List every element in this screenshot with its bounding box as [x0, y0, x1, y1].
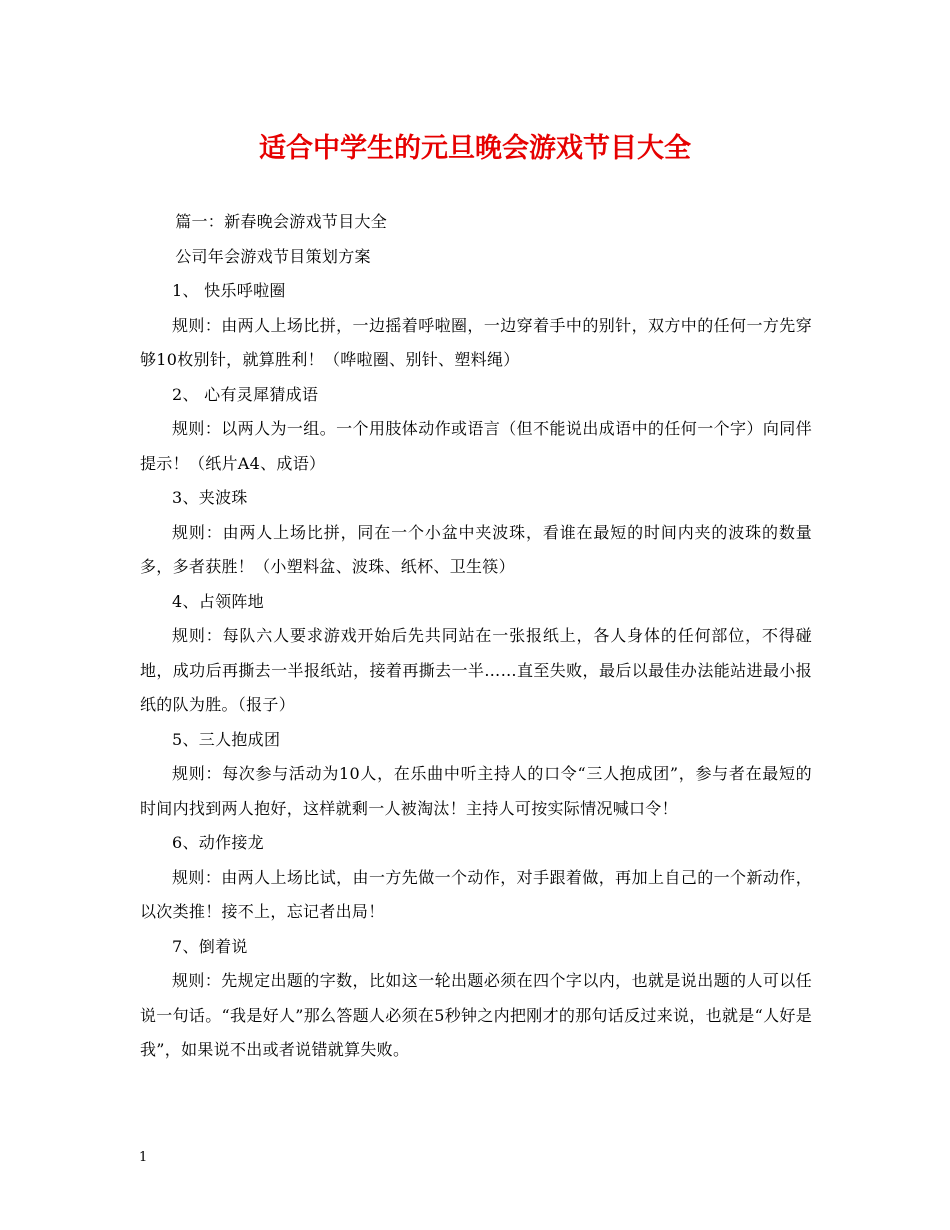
game-6-heading: 6、动作接龙 [172, 833, 264, 852]
game-7-rules: 规则：先规定出题的字数，比如这一轮出题必须在四个字以内，也就是说出题的人可以任说一句话。“我是好人”那么答题人必须在5秒钟之内把刚才的那句话反过来说，也就是“人好是我”，如果说不出或者说错就算失败。 [140, 971, 812, 1059]
game-2-heading: 2、 心有灵犀猜成语 [172, 384, 319, 404]
game-5-rules: 规则：每次参与活动为10人，在乐曲中听主持人的口令“三人抱成团”，参与者在最短的时间内找到两人抱好，这样就剩一人被淘汰！主持人可按实际情况喊口令！ [140, 764, 812, 818]
page-number: 1 [139, 1150, 148, 1165]
game-5-heading: 5、三人抱成团 [172, 729, 281, 749]
game-1-heading: 1、 快乐呼啦圈 [172, 281, 286, 300]
plan-heading: 公司年会游戏节目策划方案 [175, 246, 371, 266]
game-6-rules: 规则：由两人上场比试，由一方先做一个动作，对手跟着做，再加上自己的一个新动作，以次类推！接不上，忘记者出局！ [140, 867, 812, 921]
game-7-heading: 7、倒着说 [172, 936, 248, 956]
game-3-heading: 3、夹波珠 [172, 488, 248, 507]
page-title: 适合中学生的元旦晚会游戏节目大全 [259, 133, 691, 164]
game-4-heading: 4、占领阵地 [172, 591, 264, 611]
game-4-rules: 规则：每队六人要求游戏开始后先共同站在一张报纸上，各人身体的任何部位，不得碰地，成功后再撕去一半报纸站，接着再撕去一半……直至失败，最后以最佳办法能站进最小报纸的队为胜。（报子） [140, 626, 812, 714]
game-3-rules: 规则：由两人上场比拼，同在一个小盆中夹波珠，看谁在最短的时间内夹的波珠的数量多，多者获胜！（小塑料盆、波珠、纸杯、卫生筷） [140, 522, 812, 576]
game-2-rules: 规则：以两人为一组。一个用肢体动作或语言（但不能说出成语中的任何一个字）向同伴提示！（纸片A4、成语） [140, 419, 812, 473]
game-1-rules: 规则：由两人上场比拼，一边摇着呼啦圈，一边穿着手中的别针，双方中的任何一方先穿够10枚别针，就算胜利！（哗啦圈、别针、塑料绳） [140, 315, 812, 369]
document-body [140, 205, 812, 1068]
section-heading: 篇一：新春晚会游戏节目大全 [175, 212, 388, 231]
